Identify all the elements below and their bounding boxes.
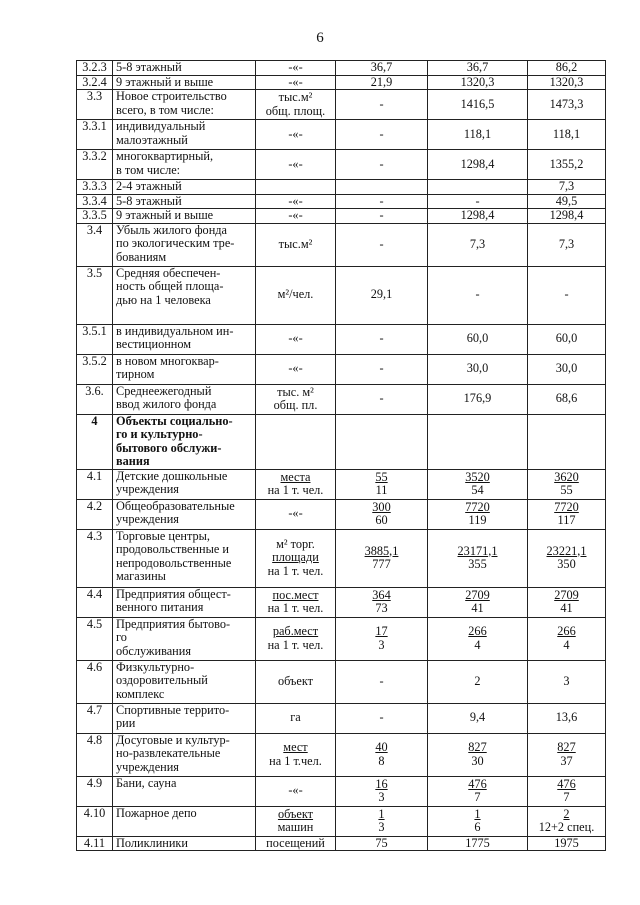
value-denominator: 37 bbox=[560, 753, 573, 768]
value-numerator: 300 bbox=[372, 499, 391, 514]
value-col-1 bbox=[336, 529, 428, 587]
row-number: 3.5.2 bbox=[77, 354, 113, 384]
value-col-1: - bbox=[336, 150, 428, 180]
value-denominator: 117 bbox=[557, 513, 576, 527]
unit: мест на 1 т.чел. bbox=[256, 733, 336, 776]
value-col-1: 29,1 bbox=[336, 266, 428, 324]
value-denominator: 3 bbox=[378, 790, 385, 804]
table-row bbox=[77, 529, 606, 587]
value-col-3 bbox=[528, 414, 606, 469]
value-numerator: 23171,1 bbox=[457, 543, 498, 558]
value-denominator: 30 bbox=[471, 753, 484, 768]
row-number: 3.3.3 bbox=[77, 180, 113, 195]
value-denominator: 11 bbox=[375, 483, 388, 497]
value-denominator: 8 bbox=[378, 753, 385, 768]
indicator-name: в индивидуальном ин- вестиционном bbox=[113, 324, 256, 354]
table-row bbox=[77, 660, 606, 703]
value-col-2 bbox=[428, 587, 528, 617]
unit: -«- bbox=[256, 776, 336, 806]
value-col-1 bbox=[336, 499, 428, 529]
value-denominator: 7 bbox=[563, 790, 570, 804]
table-row bbox=[77, 414, 606, 469]
indicator-name: Предприятия общест- венного питания bbox=[113, 587, 256, 617]
value-col-1: 75 bbox=[336, 836, 428, 851]
table-row bbox=[77, 354, 606, 384]
table-row bbox=[77, 499, 606, 529]
value-numerator: 476 bbox=[557, 776, 576, 791]
value-col-2: 1416,5 bbox=[428, 90, 528, 120]
value-col-3: 1298,4 bbox=[528, 209, 606, 224]
value-numerator: 7720 bbox=[465, 499, 490, 514]
table-row bbox=[77, 776, 606, 806]
value-numerator: 3620 bbox=[554, 469, 579, 484]
indicator-name: Спортивные террито- рии bbox=[113, 703, 256, 733]
value-col-1: 36,7 bbox=[336, 61, 428, 76]
indicator-name: Предприятия бытово- го обслуживания bbox=[113, 617, 256, 660]
value-numerator: 7720 bbox=[554, 499, 579, 514]
value-col-3: 1975 bbox=[528, 836, 606, 851]
row-number: 3.3 bbox=[77, 90, 113, 120]
indicator-name: в новом многоквар- тирном bbox=[113, 354, 256, 384]
indicator-name: 9 этажный и выше bbox=[113, 209, 256, 224]
unit: тыс.м² общ. площ. bbox=[256, 90, 336, 120]
value-denominator: 777 bbox=[372, 557, 391, 571]
value-numerator: 1 bbox=[474, 806, 481, 821]
table-row bbox=[77, 180, 606, 195]
value-numerator: 16 bbox=[375, 776, 388, 791]
row-number: 3.2.4 bbox=[77, 75, 113, 90]
value-col-2: 1775 bbox=[428, 836, 528, 851]
value-numerator: 2709 bbox=[465, 587, 490, 602]
value-denominator: 12+2 спец. bbox=[538, 820, 595, 834]
value-col-1: - bbox=[336, 223, 428, 266]
value-col-3: 60,0 bbox=[528, 324, 606, 354]
value-col-1 bbox=[336, 617, 428, 660]
indicator-name: Общеобразовательные учреждения bbox=[113, 499, 256, 529]
row-number: 4.9 bbox=[77, 776, 113, 806]
value-col-3: 7,3 bbox=[528, 180, 606, 195]
value-col-1 bbox=[336, 587, 428, 617]
value-col-3: 68,6 bbox=[528, 384, 606, 414]
value-numerator: 55 bbox=[375, 469, 388, 484]
value-col-3 bbox=[528, 499, 606, 529]
value-col-2: - bbox=[428, 194, 528, 209]
value-denominator: 54 bbox=[471, 483, 484, 497]
table-row bbox=[77, 209, 606, 224]
value-col-3: - bbox=[528, 266, 606, 324]
row-number: 4.4 bbox=[77, 587, 113, 617]
value-col-1 bbox=[336, 469, 428, 499]
indicator-name: 5-8 этажный bbox=[113, 61, 256, 76]
indicator-name: Поликлиники bbox=[113, 836, 256, 851]
unit: объект машин bbox=[256, 806, 336, 836]
row-number: 3.3.4 bbox=[77, 194, 113, 209]
value-col-2: 118,1 bbox=[428, 120, 528, 150]
value-numerator: 3885,1 bbox=[364, 543, 399, 558]
row-number: 3.2.3 bbox=[77, 61, 113, 76]
value-numerator: 2709 bbox=[554, 587, 579, 602]
value-col-3 bbox=[528, 469, 606, 499]
indicator-name: Убыль жилого фонда по экологическим тре- бованиям bbox=[113, 223, 256, 266]
row-number: 3.5.1 bbox=[77, 324, 113, 354]
table-row bbox=[77, 384, 606, 414]
unit: -«- bbox=[256, 209, 336, 224]
value-numerator: 827 bbox=[557, 740, 576, 754]
value-col-3 bbox=[528, 617, 606, 660]
value-denominator: 6 bbox=[474, 820, 481, 834]
row-number: 4.11 bbox=[77, 836, 113, 851]
unit: га bbox=[256, 703, 336, 733]
value-col-1 bbox=[336, 414, 428, 469]
page-number: 6 bbox=[316, 30, 324, 46]
indicator-name: 2-4 этажный bbox=[113, 180, 256, 195]
row-number: 3.5 bbox=[77, 266, 113, 324]
value-col-2 bbox=[428, 776, 528, 806]
value-numerator: 364 bbox=[372, 587, 391, 602]
value-col-2: - bbox=[428, 266, 528, 324]
indicator-name: Среднеежегодный ввод жилого фонда bbox=[113, 384, 256, 414]
table-row bbox=[77, 75, 606, 90]
row-number: 3.6. bbox=[77, 384, 113, 414]
value-col-2: 60,0 bbox=[428, 324, 528, 354]
row-number: 4.5 bbox=[77, 617, 113, 660]
unit: -«- bbox=[256, 499, 336, 529]
value-denominator: 41 bbox=[471, 601, 484, 615]
value-numerator: 266 bbox=[468, 624, 487, 638]
value-denominator: 3 bbox=[378, 820, 385, 834]
unit: -«- bbox=[256, 324, 336, 354]
value-col-1 bbox=[336, 806, 428, 836]
value-denominator: 4 bbox=[563, 637, 570, 652]
value-col-3: 30,0 bbox=[528, 354, 606, 384]
value-col-3: 1355,2 bbox=[528, 150, 606, 180]
indicator-name: 9 этажный и выше bbox=[113, 75, 256, 90]
value-numerator: 476 bbox=[468, 776, 487, 791]
indicator-name: Физкультурно- оздоровительный комплекс bbox=[113, 660, 256, 703]
value-col-1: - bbox=[336, 209, 428, 224]
value-denominator: 7 bbox=[474, 790, 481, 804]
indicator-name: индивидуальный малоэтажный bbox=[113, 120, 256, 150]
unit bbox=[256, 414, 336, 469]
unit: посещений bbox=[256, 836, 336, 851]
value-col-3: 7,3 bbox=[528, 223, 606, 266]
value-col-2 bbox=[428, 529, 528, 587]
row-number: 4 bbox=[77, 414, 113, 469]
value-col-1: - bbox=[336, 120, 428, 150]
value-col-2: 1298,4 bbox=[428, 150, 528, 180]
value-col-3: 118,1 bbox=[528, 120, 606, 150]
unit bbox=[256, 180, 336, 195]
value-denominator: 4 bbox=[474, 637, 481, 652]
unit: тыс.м² bbox=[256, 223, 336, 266]
row-number: 3.3.2 bbox=[77, 150, 113, 180]
unit: м²/чел. bbox=[256, 266, 336, 324]
value-denominator: 350 bbox=[557, 557, 576, 571]
value-col-2 bbox=[428, 617, 528, 660]
indicators-table bbox=[76, 60, 606, 851]
value-col-1: 21,9 bbox=[336, 75, 428, 90]
indicator-name: многоквартирный, в том числе: bbox=[113, 150, 256, 180]
value-numerator: 3520 bbox=[465, 469, 490, 484]
value-col-2 bbox=[428, 469, 528, 499]
value-col-2 bbox=[428, 806, 528, 836]
value-col-2: 30,0 bbox=[428, 354, 528, 384]
table-row bbox=[77, 90, 606, 120]
value-col-3: 1320,3 bbox=[528, 75, 606, 90]
value-numerator: 40 bbox=[375, 740, 388, 754]
table-row bbox=[77, 733, 606, 776]
unit: места на 1 т. чел. bbox=[256, 469, 336, 499]
row-number: 4.1 bbox=[77, 469, 113, 499]
value-numerator: 827 bbox=[468, 740, 487, 754]
row-number: 3.3.5 bbox=[77, 209, 113, 224]
value-col-1: - bbox=[336, 660, 428, 703]
value-numerator: 1 bbox=[378, 806, 385, 821]
value-denominator: 41 bbox=[560, 601, 573, 615]
value-col-1: - bbox=[336, 703, 428, 733]
value-col-2 bbox=[428, 733, 528, 776]
table-row bbox=[77, 617, 606, 660]
value-denominator: 119 bbox=[468, 513, 487, 527]
table-row bbox=[77, 703, 606, 733]
table-row bbox=[77, 469, 606, 499]
unit: -«- bbox=[256, 354, 336, 384]
indicator-name: Торговые центры, продовольственные и непродовольственные магазины bbox=[113, 529, 256, 587]
value-col-2: 36,7 bbox=[428, 61, 528, 76]
table-row bbox=[77, 266, 606, 324]
value-col-3: 3 bbox=[528, 660, 606, 703]
indicator-name: Средняя обеспечен- ность общей площа- дью на 1 человека bbox=[113, 266, 256, 324]
value-col-3: 49,5 bbox=[528, 194, 606, 209]
value-col-3 bbox=[528, 806, 606, 836]
value-col-1: - bbox=[336, 324, 428, 354]
row-number: 4.10 bbox=[77, 806, 113, 836]
value-col-3 bbox=[528, 587, 606, 617]
unit: пос.мест на 1 т. чел. bbox=[256, 587, 336, 617]
row-number: 3.3.1 bbox=[77, 120, 113, 150]
value-denominator: 55 bbox=[560, 483, 573, 497]
table-row bbox=[77, 120, 606, 150]
value-col-1: - bbox=[336, 384, 428, 414]
value-denominator: 60 bbox=[375, 513, 388, 527]
table-row bbox=[77, 587, 606, 617]
indicator-name: Детские дошкольные учреждения bbox=[113, 469, 256, 499]
table-row bbox=[77, 194, 606, 209]
unit: -«- bbox=[256, 150, 336, 180]
value-col-2: 176,9 bbox=[428, 384, 528, 414]
value-denominator: 355 bbox=[468, 557, 487, 571]
table-row bbox=[77, 324, 606, 354]
row-number: 4.6 bbox=[77, 660, 113, 703]
indicator-name: Объекты социально- го и культурно- бытового обслужи- вания bbox=[113, 414, 256, 469]
value-numerator: 23221,1 bbox=[546, 543, 587, 558]
row-number: 3.4 bbox=[77, 223, 113, 266]
table-row bbox=[77, 836, 606, 851]
value-col-1: - bbox=[336, 90, 428, 120]
value-col-3 bbox=[528, 776, 606, 806]
value-denominator: 3 bbox=[378, 637, 385, 652]
unit: тыс. м² общ. пл. bbox=[256, 384, 336, 414]
unit: -«- bbox=[256, 194, 336, 209]
indicator-name: Пожарное депо bbox=[113, 806, 256, 836]
unit: -«- bbox=[256, 120, 336, 150]
value-col-1 bbox=[336, 733, 428, 776]
value-col-2: 7,3 bbox=[428, 223, 528, 266]
indicator-name: Бани, сауна bbox=[113, 776, 256, 806]
indicator-name: 5-8 этажный bbox=[113, 194, 256, 209]
table-row bbox=[77, 61, 606, 76]
value-col-3 bbox=[528, 733, 606, 776]
value-numerator: 17 bbox=[375, 624, 388, 638]
indicator-name: Досуговые и культур- но-развлекательные учреждения bbox=[113, 733, 256, 776]
unit: -«- bbox=[256, 75, 336, 90]
row-number: 4.3 bbox=[77, 529, 113, 587]
unit: м² торг. площади на 1 т. чел. bbox=[256, 529, 336, 587]
value-col-3 bbox=[528, 529, 606, 587]
table-row bbox=[77, 806, 606, 836]
unit: раб.мест на 1 т. чел. bbox=[256, 617, 336, 660]
row-number: 4.7 bbox=[77, 703, 113, 733]
row-number: 4.2 bbox=[77, 499, 113, 529]
value-col-2 bbox=[428, 414, 528, 469]
value-col-1 bbox=[336, 180, 428, 195]
table-row bbox=[77, 223, 606, 266]
value-numerator: 266 bbox=[557, 624, 576, 638]
value-col-1: - bbox=[336, 194, 428, 209]
value-col-2: 1320,3 bbox=[428, 75, 528, 90]
value-col-2: 2 bbox=[428, 660, 528, 703]
value-col-2: 9,4 bbox=[428, 703, 528, 733]
value-col-3: 86,2 bbox=[528, 61, 606, 76]
unit: -«- bbox=[256, 61, 336, 76]
value-col-3: 1473,3 bbox=[528, 90, 606, 120]
table-row bbox=[77, 150, 606, 180]
value-denominator: 73 bbox=[375, 601, 388, 615]
value-col-2 bbox=[428, 499, 528, 529]
value-col-2: 1298,4 bbox=[428, 209, 528, 224]
value-col-3: 13,6 bbox=[528, 703, 606, 733]
row-number: 4.8 bbox=[77, 733, 113, 776]
value-numerator: 2 bbox=[563, 806, 570, 821]
value-col-1: - bbox=[336, 354, 428, 384]
indicator-name: Новое строительство всего, в том числе: bbox=[113, 90, 256, 120]
value-col-1 bbox=[336, 776, 428, 806]
value-col-2 bbox=[428, 180, 528, 195]
unit: объект bbox=[256, 660, 336, 703]
